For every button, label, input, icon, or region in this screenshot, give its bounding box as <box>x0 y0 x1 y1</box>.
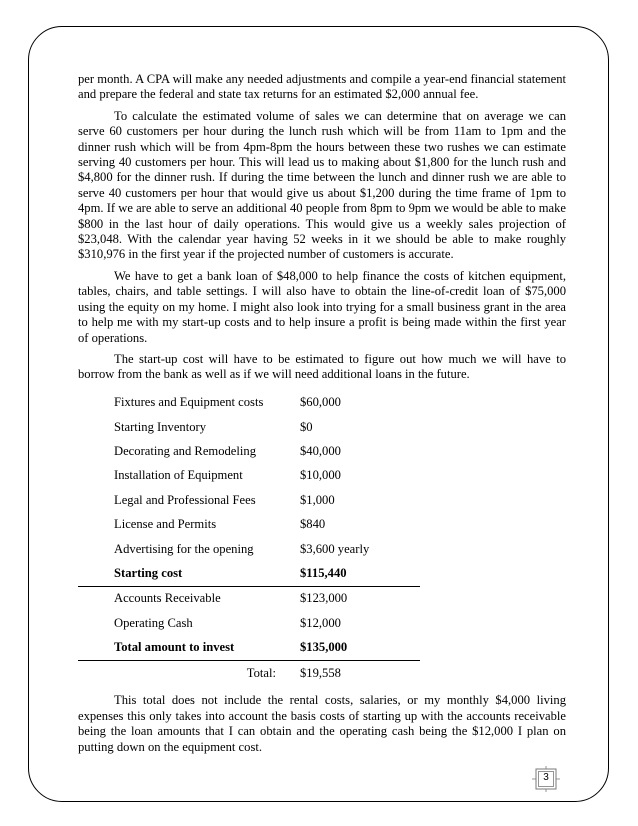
cost-row <box>78 661 420 686</box>
cost-row <box>78 561 420 586</box>
paragraph-cpa: per month. A CPA will make any needed adjustments and compile a year-end financial statement and prepare the federal and state tax returns for an estimated $2,000 annual fee. <box>78 72 566 102</box>
paragraph-closing: This total does not include the rental costs, salaries, or my monthly $4,000 living expenses this only takes into account the basis costs of starting up with the accounts receivable being the loan amounts that I can obtain and the operating cash being the $12,000 I plan on putting down on the equipment cost. <box>78 693 566 754</box>
cost-value: $123,000 <box>300 591 348 606</box>
page-content <box>78 72 566 761</box>
cost-value: $135,000 <box>300 636 420 661</box>
cost-row <box>78 586 420 611</box>
cost-row <box>78 513 420 537</box>
cost-value: $840 <box>300 517 326 532</box>
cost-label: Accounts Receivable <box>114 591 221 606</box>
cost-value: $19,558 <box>300 665 341 680</box>
cost-row <box>78 611 420 635</box>
cost-row <box>78 636 420 661</box>
cost-value: $12,000 <box>300 615 341 630</box>
cost-row <box>78 488 420 512</box>
cost-value: $115,440 <box>300 561 420 586</box>
page-number: 3 <box>543 772 549 783</box>
cost-value: $1,000 <box>300 492 335 507</box>
cost-row <box>78 464 420 488</box>
cost-row <box>78 537 420 561</box>
cost-label: Fixtures and Equipment costs <box>114 395 264 410</box>
paragraph-bank-loan: We have to get a bank loan of $48,000 to help finance the costs of kitchen equipment, tables, chairs, and table settings. I will also have to obtain the line-of-credit loan of $75,000 using the equity on my home. I might also look into trying for a small business grant in the area to help me with my start-up costs and to help insure a profit is being made within the first year of operations. <box>78 268 566 345</box>
cost-value: $3,600 yearly <box>300 541 370 556</box>
cost-label: License and Permits <box>114 517 217 532</box>
cost-label: Decorating and Remodeling <box>114 443 256 458</box>
cost-label: Installation of Equipment <box>114 468 243 483</box>
cost-label: Starting Inventory <box>114 419 206 434</box>
cost-label: Advertising for the opening <box>114 541 254 556</box>
paragraph-startup-intro: The start-up cost will have to be estimated to figure out how much we will have to borrow from the bank as well as if we will need additional loans in the future. <box>78 351 566 382</box>
cost-label: Legal and Professional Fees <box>114 492 256 507</box>
cost-row <box>78 440 420 464</box>
cost-value: $10,000 <box>300 468 341 483</box>
cost-label: Total: <box>246 665 276 680</box>
cost-value: $60,000 <box>300 395 341 410</box>
cost-value: $0 <box>300 419 313 434</box>
cost-row <box>78 415 420 439</box>
startup-cost-table <box>78 391 420 686</box>
page-number-badge <box>532 766 560 792</box>
cost-row <box>78 391 420 415</box>
cost-label: Operating Cash <box>114 615 193 630</box>
paragraph-sales-volume: To calculate the estimated volume of sales we can determine that on average we can serve 60 customers per hour during the lunch rush which will be from 11am to 1pm and the dinner rush which will be from 4pm-8pm the hours between these two rushes we can estimate serving 40 customers per hour. This will lead us to making about $1,800 for the lunch rush and $4,800 for the dinner rush. If during the time between the lunch and dinner rush we are able to serve 40 customers per hour that would give us about $1,200 during the time frame of 1pm to 4pm. If we are able to serve an additional 40 people from 8pm to 9pm we would be able to make $800 in the last hour of daily operations. This would give us a weekly sales projection of $23,048. With the calendar year having 52 weeks in it we should be able to make roughly $310,976 in the first year if the projected number of customers is accurate. <box>78 108 566 262</box>
cost-value: $40,000 <box>300 443 341 458</box>
cost-label: Starting cost <box>78 561 300 586</box>
cost-label: Total amount to invest <box>78 636 300 661</box>
